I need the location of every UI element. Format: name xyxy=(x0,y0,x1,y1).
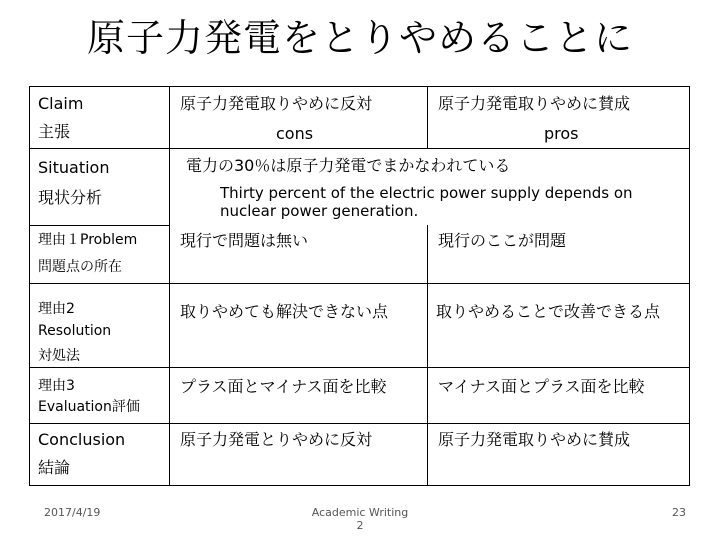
reason2-label-1: 理由2 xyxy=(38,301,75,317)
reason1-label-2: 問題点の所在 xyxy=(38,259,122,275)
reason2-label-3: 対処法 xyxy=(38,348,80,364)
column-divider-2 xyxy=(427,225,428,485)
reason2-label-2: Resolution xyxy=(38,323,112,339)
row-divider xyxy=(30,148,689,149)
claim-pros-jp: 原子力発電取りやめに賛成 xyxy=(438,94,631,113)
reason2-cons: 取りやめても解決できない点 xyxy=(180,302,389,321)
reason1-cons: 現行で問題は無い xyxy=(180,231,309,250)
row-divider xyxy=(30,367,689,368)
claim-pros-en: pros xyxy=(544,124,579,143)
claim-label-jp: 主張 xyxy=(38,122,71,141)
conclusion-cons: 原子力発電とりやめに反対 xyxy=(180,430,373,449)
footer-date: 2017/4/19 xyxy=(44,506,101,519)
situation-text-en: Thirty percent of the electric power supply depends on nuclear power generation. xyxy=(220,184,633,220)
claim-label-en: Claim xyxy=(38,94,84,113)
column-divider-1 xyxy=(169,87,170,485)
situation-text-jp: 電力の30％は原子力発電でまかなわれている xyxy=(186,156,511,175)
page-number: 23 xyxy=(672,506,686,519)
claim-cons-en: cons xyxy=(276,124,314,143)
reason3-pros: マイナス面とプラス面を比較 xyxy=(438,377,645,396)
reason1-pros: 現行のここが問題 xyxy=(438,231,567,250)
row-divider xyxy=(30,423,689,424)
reason3-label-2: Evaluation評価 xyxy=(38,399,140,415)
footer-center: Academic Writing 2 xyxy=(311,506,409,532)
reason2-pros: 取りやめることで改善できる点 xyxy=(436,302,661,321)
row-divider xyxy=(30,283,689,284)
row-divider xyxy=(30,225,169,226)
column-divider-2 xyxy=(427,87,428,148)
slide-title: 原子力発電をとりやめることに xyxy=(86,16,633,60)
conclusion-pros: 原子力発電取りやめに賛成 xyxy=(438,430,631,449)
conclusion-label-en: Conclusion xyxy=(38,430,126,449)
conclusion-label-jp: 結論 xyxy=(38,458,71,477)
situation-label-jp: 現状分析 xyxy=(38,188,103,207)
reason1-label-1: 理由１Problem xyxy=(38,232,138,248)
reason3-cons: プラス面とマイナス面を比較 xyxy=(180,377,387,396)
situation-label-en: Situation xyxy=(38,158,110,177)
argument-table xyxy=(29,86,690,486)
claim-cons-jp: 原子力発電取りやめに反対 xyxy=(180,94,373,113)
reason3-label-1: 理由3 xyxy=(38,378,75,394)
